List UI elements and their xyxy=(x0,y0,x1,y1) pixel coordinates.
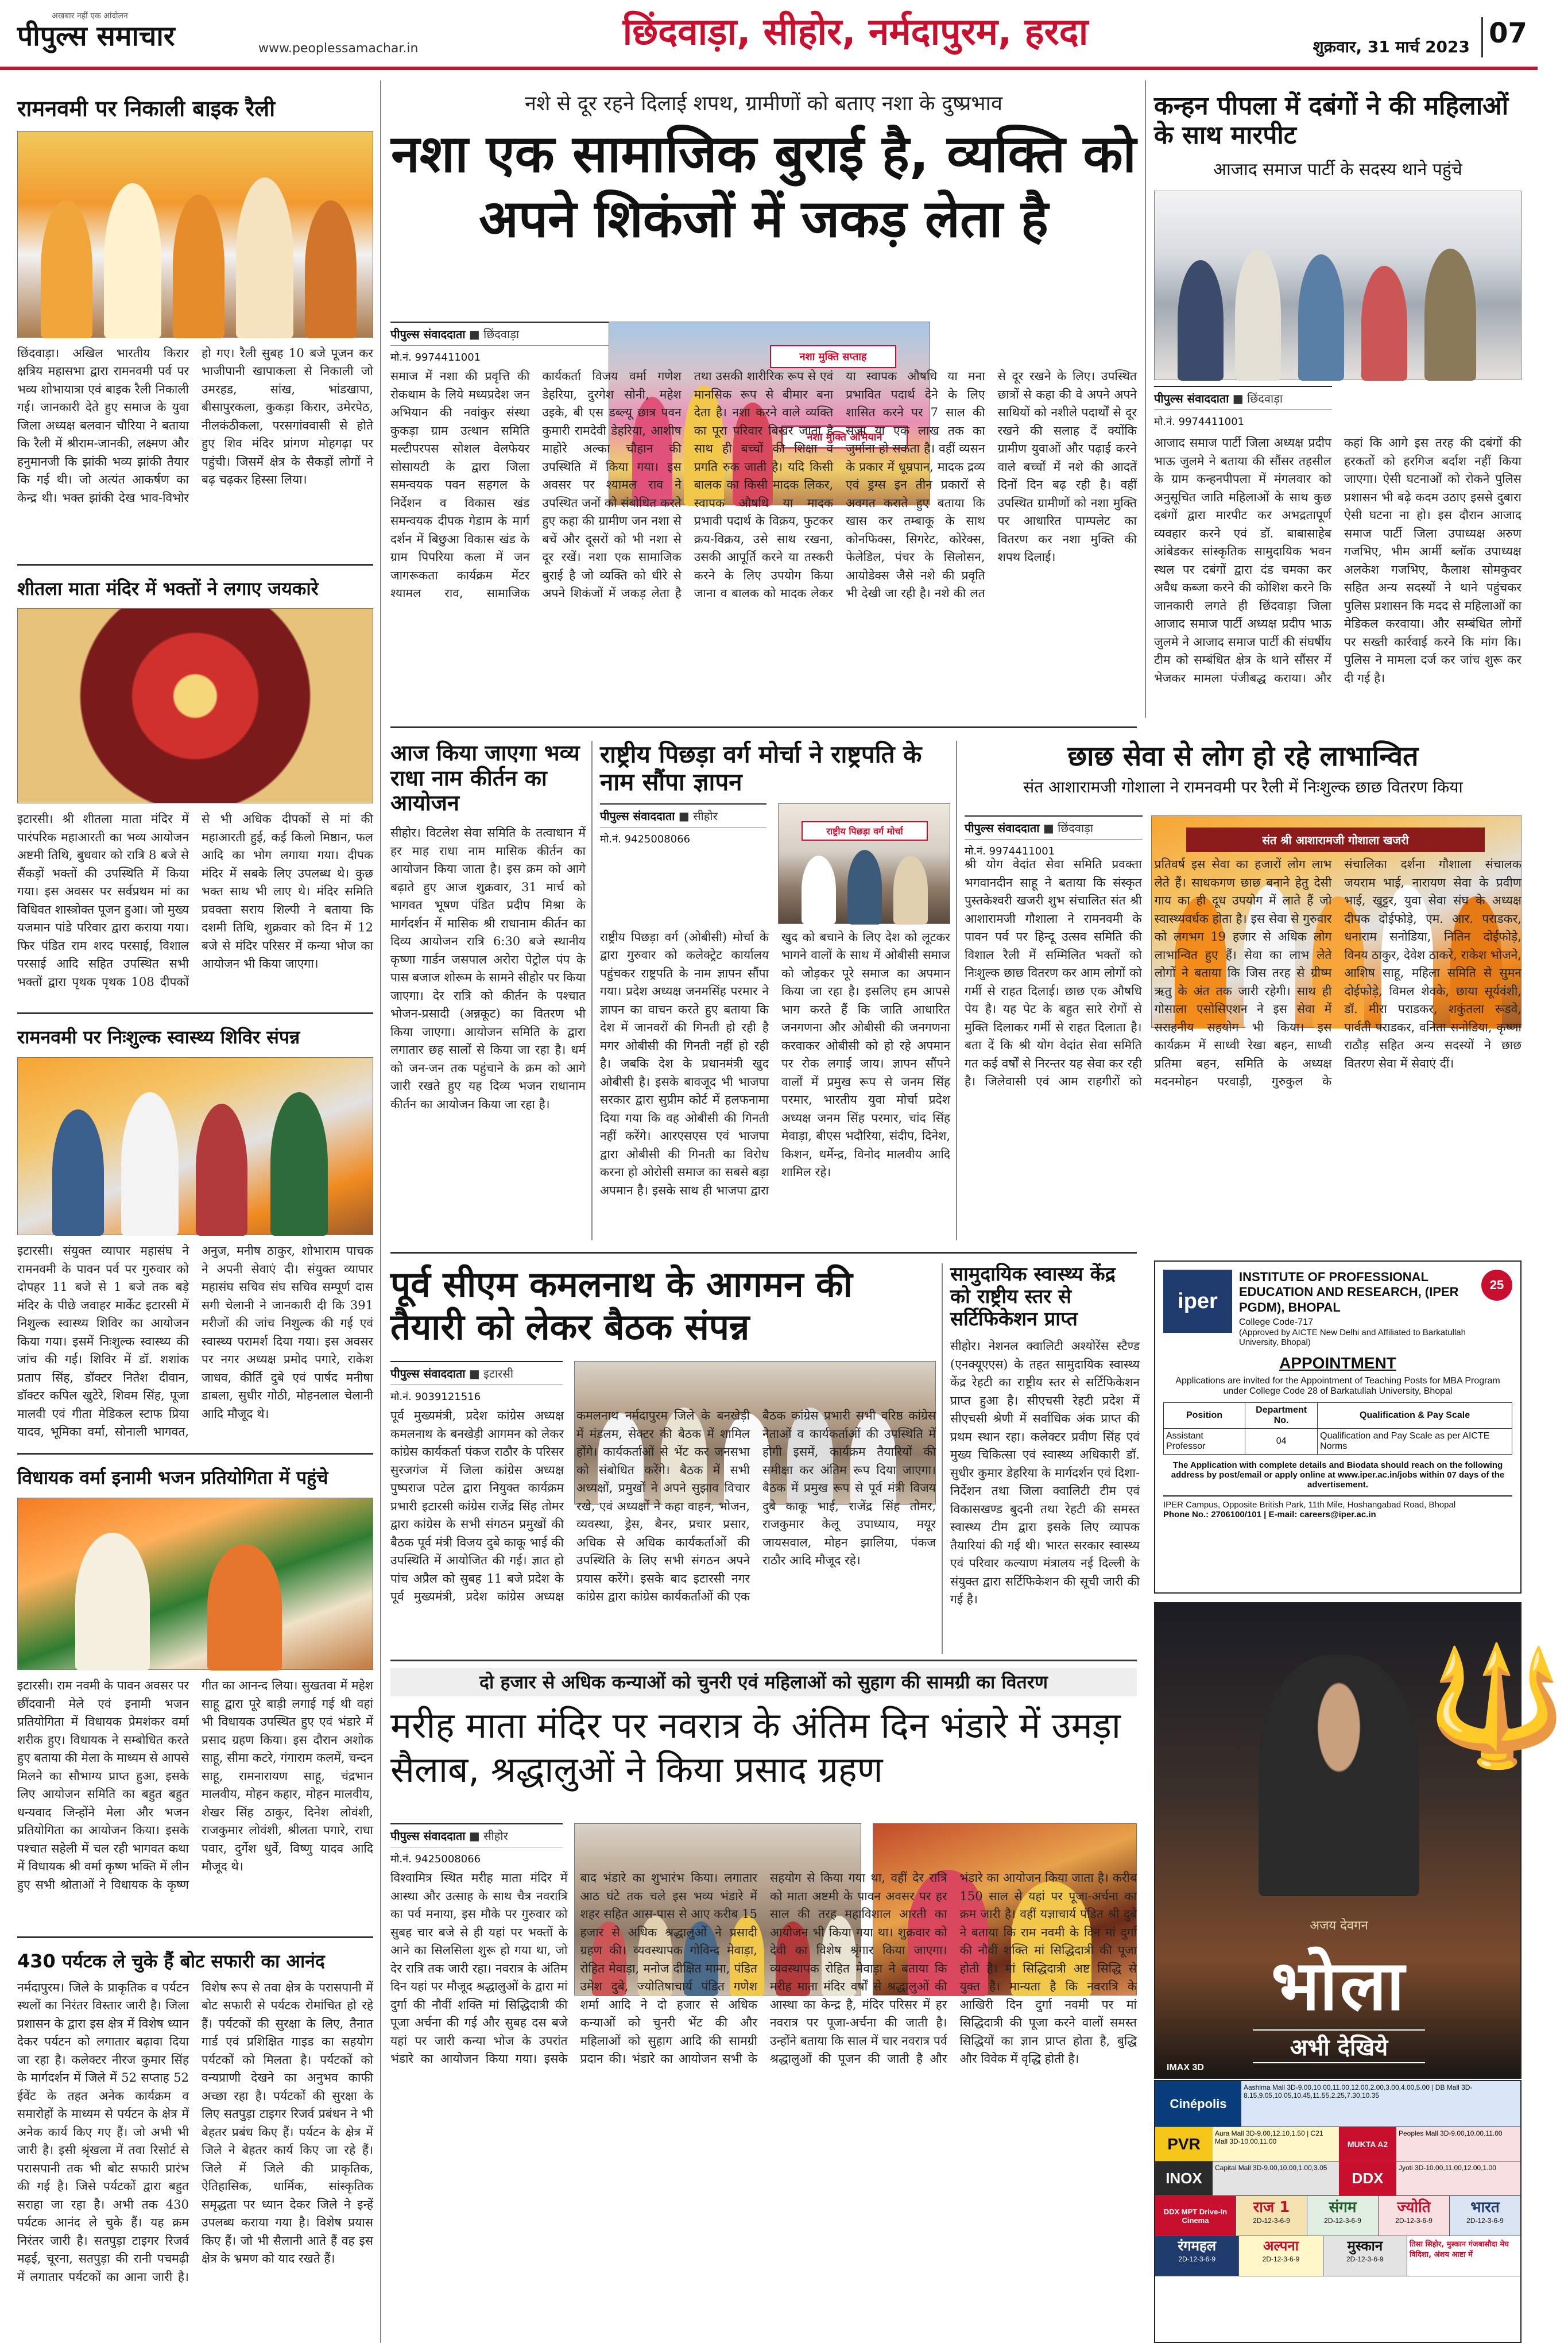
iper-apply: The Application with complete details and Biodata should reach on the following address by post/email or apply online at www.iper.ac.in/jobs within 07 days of the advertisement. xyxy=(1171,1460,1505,1490)
marhi-title: मरीह माता मंदिर पर नवरात्र के अंतिम दिन भंडारे में उमड़ा सैलाब, श्रद्धालुओं ने किया प्रसाद ग्रहण xyxy=(390,1704,1121,1791)
bharat-cinema[interactable]: भारत 2D-12-3-6-9 xyxy=(1449,2196,1520,2236)
bholaa-format: IMAX 3D xyxy=(1167,2063,1204,2072)
page-number: 07 xyxy=(1481,17,1533,57)
bike-rally-photo xyxy=(17,131,373,338)
ddxmpt-logo[interactable]: DDX MPT Drive-In Cinema xyxy=(1155,2196,1236,2236)
iper-badge: 25 xyxy=(1481,1270,1512,1301)
iper-table: Position Department No. Qualification & Pay Scale Assistant Professor 04 Qualification and Pay Scale as per AICTE Norms xyxy=(1163,1402,1512,1455)
obc-mobile: मो.नं. 9425008066 xyxy=(600,833,691,845)
obc-title: राष्ट्रीय पिछड़ा वर्ग मोर्चा ने राष्ट्रपति के नाम सौंपा ज्ञापन xyxy=(600,740,922,796)
bhajan-contest-photo xyxy=(17,1498,373,1670)
column-divider-right xyxy=(1145,80,1146,718)
mukta-times: Peoples Mall 3D-9.00,10.00,11.00 xyxy=(1396,2127,1520,2161)
iper-code: College Code-717 xyxy=(1239,1317,1313,1328)
iper-address: IPER Campus, Opposite British Park, 11th Mile, Hoshangabad Road, Bhopal xyxy=(1163,1500,1456,1510)
marhi-mobile: मो.नं. 9425008066 xyxy=(390,1853,481,1865)
obc-memorandum-photo xyxy=(778,803,950,924)
sangam-cinema[interactable]: संगम 2D-12-3-6-9 xyxy=(1307,2196,1378,2236)
muskan-cinema[interactable]: मुस्कान 2D-12-3-6-9 xyxy=(1323,2236,1407,2276)
chhach-photo-banner: संत श्री आशारामजी गोशाला खजरी xyxy=(1186,828,1485,852)
bholaa-figure xyxy=(1259,1655,1419,1896)
trident-icon: 🔱 xyxy=(1425,1639,1568,1773)
lead-bottom-rule xyxy=(390,726,1137,728)
lead-mobile: मो.नं. 9974411001 xyxy=(390,351,481,364)
site-url[interactable]: www.peoplessamachar.in xyxy=(258,41,419,56)
radha-title: आज किया जाएगा भव्य राधा नाम कीर्तन का आयोजन xyxy=(390,740,580,816)
a2-body: इटारसी। श्री शीतला माता मंदिर में पारंपरिक महाआरती का भव्य आयोजन अष्टमी तिथि, बुधवार को रात्रि 8 बजे से सैंकड़ों भक्तों की उपस्थिति में किया गया। इस अवसर पर सर्वप्रथम मां का विधिवत शास्त्रोक्त पूजन हुआ। जो मुख्य यजमान पांडे परिवार द्वारा कराया गया। फिर पंडित राम शरद परसाई, विशाल परसाई आदि सहित उपस्थित सभी भक्तों द्वारा पृथक पृथक 108 दीपकों से भी अधिक दीपकों से मां की महाआरती हुई, कई किलो मिष्ठान, फल आदि का भोग लगाया गया। दीपक मंदिर में सबके लिए उपलब्ध थे। कुछ भक्त साथ भी लाए थे। मंदिर समिति प्रवक्ता सराय शिल्पी ने बताया कि दशमी तिथि, शुक्रवार को दिन में 12 बजे से मंदिर परिसर में कन्या भोज का आयोजन भी किया जाएगा। xyxy=(17,812,373,989)
a5-body: नर्मदापुरम। जिले के प्राकृतिक व पर्यटन स्थलों का निरंतर विस्तार जारी है। जिला प्रशासन के द्वारा इस क्षेत्र में विशेष ध्यान देकर पर्यटन को लगातार बढ़ावा दिया जा रहा है। कलेक्टर नीरज कुमार सिंह के मार्गदर्शन में जिले में 52 सप्ताह 52 ईवेंट के तहत अनेक कार्यक्रम व समारोहों के माध्यम से पर्यटन के क्षेत्र में अनेक कार्य किए गए हैं। जो अभी भी जारी है। इसी श्रृंखला में तवा रिसोर्ट से परासपानी तक भी बोट सफारी प्रारंभ की गई है। जिसे पर्यटकों द्वारा बहुत सराहा जा रहा है। अभी तक 430 पर्यटक आनंद ले चुके हैं। यह क्रम निरंतर जारी है। सतपुड़ा टाइगर रिजर्व मढ़ई, चूरना, सतपुड़ा की रानी पचमढ़ी में लगातार पर्यटकों का आना जारी है। विशेष रूप से तवा क्षेत्र के परासपानी में बोट सफारी से पर्यटक रोमांचित हो रहे हैं। पर्यटकों की सुरक्षा के लिए, तैनात गार्ड एवं प्रशिक्षित गाइड का सहयोग पर्यटकों को मिलता है। पर्यटकों को वन्यप्राणी देखने का अनुभव काफी अच्छा रहा है। पर्यटकों की सुरक्षा के लिए सतपुड़ा टाइगर रिजर्व प्रबंधन ने भी बेहतर प्रबंध किए हैं। पर्यटन के क्षेत्र में जिले ने बेहतर कार्य किए जा रहे हैं। जिले में जिले की प्राकृतिक, ऐतिहासिक, धार्मिक, सांस्कृतिक समृद्धता पर ध्यान देकर जिले ने इन्हें उपलब्ध कराया गया है। विशेष प्रयास किए हैं। जो भी सैलानी आते हैं वह इस क्षेत्र के भ्रमण को याद रखते हैं। xyxy=(17,1980,373,2284)
chhach-subtitle: संत आशारामजी गोशाला ने रामनवमी पर रैली में निःशुल्क छाछ वितरण किया xyxy=(1023,778,1463,797)
police-station-photo xyxy=(1154,191,1521,380)
chhach-story xyxy=(965,741,1521,1246)
chhach-title: छाछ सेवा से लोग हो रहे लाभान्वित xyxy=(1067,740,1419,772)
masthead xyxy=(0,0,1538,69)
iper-heading: APPOINTMENT xyxy=(1279,1354,1396,1372)
obc-photo-sign: राष्ट्रीय पिछड़ा वर्ग मोर्चा xyxy=(802,821,928,841)
logo-tag: अखबार नहीं एक आंदोलन xyxy=(52,11,128,21)
logo-text: पीपुल्स समाचार xyxy=(17,20,175,52)
a3-body: इटारसी। संयुक्त व्यापार महासंघ ने रामनवमी के पावन पर्व पर गुरुवार को दोपहर 11 बजे से 1 बजे तक बड़े मंदिर के पीछे जवाहर मार्केट इटारसी में निशुल्क स्वास्थ्य शिविर का आयोजन किया गया। इसमें निःशुल्क स्वास्थ्य की जांच की गई। शिविर में डॉ. शशांक प्रताप सिंह, डॉक्टर नितेश दीवान, डॉक्टर कपिल खुटेरे, शिवम सिंह, पूजा मालवी एवं गीता मेडिकल स्टाफ प्रिया यादव, भूमिका वर्मा, सोनाली भागवत, अनुज, मनीष ठाकुर, शोभाराम पाचक ने अपनी सेवाएं दी। संयुक्त व्यापार महासंघ सचिव संघ सचिव सम्पूर्ण दास सगी चेलानी ने जानकारी दी कि 391 मरीजों की जांच निशुल्क की गई एवं स्वास्थ्य परामर्श दिया गया। इस अवसर पर नगर अध्यक्ष प्रमोद पगारे, राकेश जाधव, कीर्ति दुबे एवं पार्षद मनीषा डाबला, सुधीर गोठी, मोहनलाल चेलानी आदि मौजूद थे। xyxy=(17,1244,373,1439)
jyoti-cinema[interactable]: ज्योति 2D-12-3-6-9 xyxy=(1378,2196,1449,2236)
logo xyxy=(17,10,258,56)
bholaa-ad[interactable] xyxy=(1154,1602,1568,2079)
quality-body: सीहोर। नेशनल क्वालिटी अश्योरेंस स्टैण्ड (एनक्यूएएस) के तहत सामुदायिक स्वास्थ्य केंद्र रेहटी का राष्ट्रीय स्तर से सर्टिफिकेशन प्राप्त हुआ है। सीएचसी रेहटी प्रदेश में सीएचसी श्रेणी में सर्वाधिक अंक प्राप्त की प्रथम स्थान रहा। कलेक्टर प्रवीण सिंह एवं मुख्य चिकित्सा एवं स्वास्थ्य अधिकारी डॉ. सुधीर कुमार डेहरिया के मार्गदर्शन एवं दिशा-निर्देशन तथा जिला क्वालिटी टीम एवं विकासखण्ड बुदनी तथा रेहटी की समस्त स्वास्थ्य टीम द्वारा इसके लिए व्यापक तैयारियां की गई थी। भारत सरकार स्वास्थ्य एवं परिवार कल्याण मंत्रालय नई दिल्ली के संयुक्त द्वारा सर्टिफिकेशन की सूची जारी की गई है। xyxy=(950,1339,1140,1607)
obc-story xyxy=(600,741,950,1258)
a2-title: शीतला माता मंदिर में भक्तों ने लगाए जयकारे xyxy=(17,577,319,600)
edition-title: छिंदवाड़ा, सीहोर, नर्मदापुरम, हरदा xyxy=(622,11,1089,53)
right-top-story xyxy=(1154,92,1521,718)
quality-title: सामुदायिक स्वास्थ्य केंद्र को राष्ट्रीय स्तर से सर्टिफिकेशन प्राप्त xyxy=(950,1263,1116,1331)
photo-sign-1: नशा मुक्ति सप्ताह xyxy=(770,345,896,368)
marhi-byline: पीपुल्स संवाददाता ■ सीहोर xyxy=(390,1823,563,1847)
kamal-body: पूर्व मुख्यमंत्री, प्रदेश कांग्रेस अध्यक्ष कमलनाथ के बनखेड़ी आगमन को लेकर कांग्रेस कार्यकर्ता पंकज राठौर के परिसर सुरजगंज में जिला कांग्रेस अध्यक्ष पुष्पराज पटेल द्वारा नियुक्त कार्यक्रम प्रभारी इटारसी कांग्रेस राजेंद्र सिंह तोमर द्वारा कांग्रेस के सभी संगठन प्रमुखों की बैठक पूर्व मंत्री विजय दुबे काकू भाई की उपस्थिति में आयोजित की गई। ज्ञात हो पांच अप्रैल को सुबह 11 बजे प्रदेश के पूर्व मुख्यमंत्री, प्रदेश कांग्रेस अध्यक्ष कमलनाथ नर्मदापुरम जिले के बनखेड़ी में मंडलम, सेक्टर की बैठक में शामिल होंगे। कार्यकर्ताओं से भेंट कर जनसभा को संबोधित करेंगे। बैठक में सभी अध्यक्षों, प्रमुखों ने अपने सुझाव विचार रखे, एवं अध्यक्षों ने कहा वाहन, भोजन, व्यवस्था, ड्रेस, बैनर, प्रचार प्रसार, अधिक से अधिक कार्यकर्ताओं की उपस्थिति के लिए सभी संगठन अपने प्रयास करेंगे। इसके बाद इटारसी नगर कांग्रेस द्वारा कांग्रेस कार्यकर्ताओं की एक बैठक कांग्रेस प्रभारी सभी वरिष्ठ कांग्रेस नेताओं व कार्यकर्ताओं की उपस्थिति में होगी इसमें, कार्यक्रम तैयारियों की समीक्षा कर अंतिम रूप दिया जाएगा। बैठक में प्रमुख रूप से पूर्व मंत्री विजय दुबे काकू भाई, राजेंद्र सिंह तोमर, राजकुमार केलू उपाध्याय, मयूर जायसवाल, मोहन झालिया, पंकज राठौर आदि मौजूद रहे। xyxy=(390,1409,936,1603)
cinema-listings xyxy=(1154,2080,1521,2343)
marhi-kicker: दो हजार से अधिक कन्याओं को चुनरी एवं महिलाओं को सुहाग की सामग्री का वितरण xyxy=(390,1668,1137,1696)
right1-title: कन्हन पीपला में दबंगों ने की महिलाओं के साथ मारपीट xyxy=(1154,91,1509,150)
ddx-logo[interactable]: DDX xyxy=(1339,2161,1396,2195)
iper-intro: Applications are invited for the Appointment of Teaching Posts for MBA Program under College Code 28 of Barkatullah University, Bhopal xyxy=(1175,1376,1500,1397)
inox-times: Capital Mall 3D-9.00,10.00,1.00,3.05 xyxy=(1213,2161,1339,2195)
lead-body: समाज में नशा की प्रवृत्ति की रोकथाम के लिये मध्यप्रदेश जन अभियान की नवांकुर संस्था कुकड़ा ग्राम उत्थान समिति मल्टीपरपस सोशल वेलफेयर सोसायटी के द्वारा जिला समन्वयक पवन सहगल के निर्देशन व विकास खंड समन्वयक दीपक गेडाम के मार्ग दर्शन में बिछुआ विकास खंड के ग्राम पिपरिया कला में जन जागरूकता कार्यक्रम मेंटर श्यामल राव, सामाजिक कार्यकर्ता विजय वर्मा गणेश डेहरिया, दुरगेश सोनी, महेश उइके, बी एस डब्ल्यू छात्र पवन कुमारी रामदेवी डेहरिया, आशीष माहोरे अल्का चौहान की उपस्थिति में किया गया। इस अवसर पर श्यामल राव ने उपस्थित जनों को संबोधित करते हुए कहा की ग्रामीण जन नशा से बचें और दूसरों को भी नशा से दूर रखें। नशा एक सामाजिक बुराई है जो व्यक्ति को धीरे से अपने शिकंजों में जकड़ लेता है तथा उसकी शारीरिक रूप से एवं मानसिक रूप से बीमार बना देता है। नशा करने वाले व्यक्ति का पूरा परिवार बिखर जाता है साथ ही बच्चों की शिक्षा व प्रगति रुक जाती है। यदि किसी बालक का किसी मादक लिकर, स्वापक औषधि या मादक प्रभावी पदार्थ के विक्रय, फुटकर क्रय-विक्रय, उसे साथ रखना, उसकी आपूर्ति करने या तस्करी करने के लिए उपयोग किया जाना व बालक को मादक लेकर या स्वापक औषधि या मना प्रभावित पदार्थ देने के लिए शासित करने पर 7 साल की सजा या एक लाख तक का जुर्माना हो सकता है। वहीं व्यसन के प्रकार में धूम्रपान, मादक द्रव्य एवं ड्रग्स इन तीन प्रकारों से अवगत कराते हुए बताया कि खास कर तम्बाकू के साथ कोनफिक्स, सिगरेट, कोरेक्स, फेलेडिल, पंचर के सिलोसन, आयोडेक्स जैसे नशे की प्रवृति भी देखी जा रही है। नशे की लत से दूर रखने के लिए। उपस्थित छात्रों से कहा की वे अपने अपने साथियों को नशीले पदार्थों से दूर रखने की सलाह दें क्योंकि ग्रामीण युवाओं और पढ़ाई करने वाले बच्चों में नशे की आदतें दिनों दिन बढ़ रही है। वहीं उपस्थित ग्रामीणों को नशा मुक्ति पर आधारित पाम्पलेट का वितरण कर नशा मुक्ति की शपथ दिलाई। xyxy=(390,369,1137,600)
iper-name: INSTITUTE OF PROFESSIONAL EDUCATION AND RESEARCH, (IPER PGDM), BHOPAL xyxy=(1239,1270,1459,1314)
iper-ad[interactable] xyxy=(1154,1260,1521,1594)
cinepolis-times: Aashima Mall 3D-9.00,10.00,11.00,12.00,2.00,3.00,4.00,5.00 | DB Mall 3D-8.15,9.05,10.05,10.45,11.55,2.25,7.30,10.35 xyxy=(1241,2081,1520,2126)
right1-subtitle: आजाद समाज पार्टी के सदस्य थाने पहुंचे xyxy=(1213,160,1462,180)
right1-mobile: मो.नं. 9974411001 xyxy=(1154,416,1245,428)
pvr-logo[interactable]: PVR xyxy=(1155,2127,1213,2161)
obc-body: राष्ट्रीय पिछड़ा वर्ग (ओबीसी) मोर्चा के द्वारा गुरुवार को कलेक्ट्रेट कार्यालय पहुंचकर राष्ट्रपति के नाम ज्ञापन सौंपा गया। प्रदेश अध्यक्ष जनमसिंह परमार ने ज्ञापन का वाचन करते हुए बताया कि देश में जानवरों की गिनती हो रही है मगर ओबीसी की गिनती नहीं हो रही है। जबकि देश के प्रधानमंत्री खुद ओबीसी है। इसके बावजूद भी भाजपा सरकार द्वारा सुप्रीम कोर्ट में हलफनामा दिया गया कि वह ओबीसी की गिनती नहीं करेंगे। आरएसएस एवं भाजपा द्वारा ओबीसी की गिनती का विरोध करना हो ओरोसी समाज का सबसे बड़ा अपमान है। इसके साथ ही भाजपा द्वारा खुद को बचाने के लिए देश को लूटकर भागने वालों के साथ में ओबीसी समाज को जोड़कर पूरे समाज का अपमान किया जा रहा है। इसलिए हम आपसे भाग करते हैं कि जाति आधारित जनगणना और ओबीसी की जनगणना करवाकर ओबीसी को हो रहे अपमान पर रोक लगाई जाय। ज्ञापन सौंपने वालों में प्रमुख रूप से जनम सिंह परमार, भारतीय युवा मोर्चा प्रदेश अध्यक्ष जनम सिंह परमार, चांद सिंह मेवाड़ा, बीएस भदौरिया, संदीप, दिनेश, किशन, धर्मेन्द्र, विनोद मालवीय आदि शामिल रहे। xyxy=(600,930,950,1197)
health-camp-photo xyxy=(17,1057,373,1235)
chhach-body: श्री योग वेदांत सेवा समिति प्रवक्ता भगवानदीन साहू ने बताया कि संस्कृत पुस्तकेश्वरी खजरी शुभ संचालित संत श्री आशारामजी गौशाला ने रामनवमी के पावन पर्व पर हिन्दू उत्सव समिति की विशाल रैली में सम्मिलित भक्तों को निःशुल्क छाछ वितरण कर आम लोगों को गर्मी से राहत दिलाई। छाछ एक औषधि पेय है। यह पेट के बहुत सारे रोगों से मुक्ति दिलाकर गर्मी से राहत दिलाता है। बता दें कि श्री योग वेदांत सेवा समिति गत कई वर्षों से निरन्तर यह सेवा कर रही है। जिलेवासी एवं आम राहगीरों को प्रतिवर्ष इस सेवा का हजारों लोग लाभ लेते हैं। साधकगण छाछ बनाने हेतु देसी गाय का ही दूध उपयोग में लाते हैं जो स्वास्थ्यवर्धक होता है। इस सेवा से गुरुवार को लगभग 19 हजार से अधिक लोग लाभान्वित हुए हैं। सेवा का लाभ लेते लोगों ने बताया कि जिस तरह से ग्रीष्म ऋतु के अंत तक जारी रहेगी। साथ ही गोसाला एसोसिएशन ने इस सेवा में सराहनीय सहयोग भी किया। इस कार्यक्रम में साध्वी रेखा बहन, साध्वी प्रतिमा बहन, समिति के अध्यक्ष मदनमोहन परवाड़ी, गुरुकुल के संचालिका दर्शना गौशाला संचालक जयराम भाई, नारायण सेवा के प्रवीण भाई, खुट्टर, युवा सेवा संघ के अध्यक्ष दीपक दोईफोड़े, एम. आर. पराडकर, धनाराम सनोडिया, नितिन दोईफोड़े, विनय ठाकुर, देवेश ठाकरे, राकेश भोजने, आशिष साहू, महिला समिति से सुमन दोईफोड़े, विमल शेवके, छाया सूर्यवंशी, डॉ. मीरा पराडकर, शकुंतला रूडवे, पार्वती पराडकर, वनिता सनोडिया, कृष्णा राठौड़ सहित अन्य सदस्यों ने छाछ वितरण सेवा में सेवाएं दीं। xyxy=(965,857,1521,1088)
iper-approval: (Approved by AICTE New Delhi and Affiliated to Barkatullah University, Bhopal) xyxy=(1239,1328,1466,1348)
quality-story xyxy=(950,1263,1140,1654)
marhi-story xyxy=(390,1668,1137,2343)
a3-title: रामनवमी पर निःशुल्क स्वास्थ्य शिविर संपन्न xyxy=(17,1026,300,1049)
other-towns: तिसा सिहोर, मुस्कान गंजबासौदा मेघ विदिशा, अंशय आष्टा में xyxy=(1407,2236,1520,2276)
lead-kicker: नशे से दूर रहने दिलाई शपथ, ग्रामीणों को बताए नशा के दुष्प्रभाव xyxy=(525,92,1002,115)
a4-title: विधायक वर्मा इनामी भजन प्रतियोगिता में पहुंचे xyxy=(17,1467,328,1489)
a1-body: छिंदवाड़ा। अखिल भारतीय किरार क्षत्रिय महासभा द्वारा रामनवमी पर्व पर भव्य शोभायात्रा एवं बाइक रैली निकाली गई। जानकारी देते हुए समाज के युवा जिला अध्यक्ष बलवान चौरिया ने बताया कि रैली में श्रीराम-जानकी, लक्ष्मण और हनुमानजी कि झांकी भव्य झांकी तैयार कि गई थी। जो अत्यंत आकर्षण का केन्द्र थी। भक्त झांकी देख भाव-विभोर हो गए। रैली सुबह 10 बजे पूजन कर भाजीपानी खापाकला से निकाली जो उमरहड, सांख, भांडखापा, बीसापुरकला, कुकड़ा किरार, उमेरपेठ, नीलकंठीकला, परसगांववासी से होते हुए शिव मंदिर प्रांगण मोहगढ़ा पर पहुंची। जिसमें क्षेत्र के सैकड़ों लोगों ने बढ़ चढ़कर हिस्सा लिया। xyxy=(17,346,373,505)
bholaa-title: भोला xyxy=(1271,1946,1407,2026)
marhi-body: विश्वामित्र स्थित मरीह माता मंदिर में आस्था और उत्साह के साथ चैत्र नवरात्रि का पर्व मनाया, इस मौके पर गुरुवार को सुबह चार बजे से ही यहां पर भक्तों के आने का सिलसिला शुरू हो गया था, जो देर रात्रि तक जारी रहा। नवरात्र के अंतिम दिन यहां पर मौजूद श्रद्धालुओं के द्वारा मां दुर्गा की नौवीं शक्ति मां सिद्धिदात्री की पूजा अर्चना की गई और सुबह दस बजे यहां पर जारी कन्या भोज के उपरांत भंडारे का आयोजन किया गया। इसके बाद भंडारे का शुभारंभ किया। लगातार आठ घंटे तक चले इस भव्य भंडारे में शहर सहित आस-पास से आए करीब 15 हजार से अधिक श्रद्धालुओं ने प्रसादी ग्रहण की। व्यवस्थापक गोविन्द मेवाड़ा, रोहित मेवाड़ा, मनोज दीक्षित मामा, पंडित उमेश दुबे, ज्योतिषाचार्य पंडित गणेश शर्मा आदि ने दो हजार से अधिक कन्याओं को चुनरी भेंट की और महिलाओं को सुहाग आदि की सामग्री प्रदान की। भंडारे का आयोजन सभी के सहयोग से किया गया था, वहीं देर रात्रि को माता अष्टमी के पावन अवसर पर हर साल की तरह महाविशाल आरती का आयोजन भी किया गया था। शुक्रवार को देवी का विशेष श्रृंगार किया जाएगा। व्यवस्थापक रोहित मेवाड़ा ने बताया कि मरीह माता मंदिर वर्षों से श्रद्धालुओं की आस्था का केन्द्र है, मंदिर परिसर में हर नवरात्र पर पूजा-अर्चना की जाती है। उन्होंने बताया कि साल में चार नवरात्र पर्व श्रद्धालुओं की पूजन की जाती है और भंडारे का आयोजन किया जाता है। करीब 150 साल से यहां पर पूजा-अर्चना का क्रम जारी है। वहीं यज्ञाचार्य पंडित श्री दुबे ने बताया कि राम नवमी के दिन मां दुर्गा की नौवीं शक्ति मां सिद्धिदात्री की पूजा होती है। मां सिद्धिदात्री अष्ट सिद्धि से युक्त है। मान्यता है कि नवरात्रि के आखिरी दिन दुर्गा नवमी पर मां सिद्धिदात्री की पूजा करने वालों समस्त सिद्धियों का ज्ञान प्राप्त होता है, बुद्धि और विवेक में वृद्धि होती है। xyxy=(390,1871,1137,2066)
sheetla-mata-photo xyxy=(17,608,373,803)
a5-title: 430 पर्यटक ले चुके हैं बोट सफारी का आनंद xyxy=(17,1950,325,1973)
bholaa-cta[interactable]: अभी देखिये xyxy=(1253,2029,1425,2063)
mukta-logo[interactable]: MUKTA A2 xyxy=(1339,2127,1396,2161)
lead-story xyxy=(390,92,1137,724)
lead-title: नशा एक सामाजिक बुराई है, व्यक्ति को अपने शिकंजों में जकड़ लेता है xyxy=(391,124,1136,249)
issue-date: शुक्रवार, 31 मार्च 2023 xyxy=(1313,37,1470,56)
rangmahal-cinema[interactable]: रंगमहल 2D-12-3-6-9 xyxy=(1155,2236,1238,2276)
inox-logo[interactable]: INOX xyxy=(1155,2161,1213,2195)
kamal-story xyxy=(390,1263,936,1654)
chhach-mobile: मो.नं. 9974411001 xyxy=(965,845,1055,857)
cinepolis-logo[interactable]: Cinépolis xyxy=(1155,2081,1241,2126)
lead-byline: पीपुल्स संवाददाता ■ छिंदवाड़ा xyxy=(390,322,609,346)
kamal-byline: पीपुल्स संवाददाता ■ इटारसी xyxy=(390,1361,563,1385)
pvr-times: Aura Mall 3D-9.00,12.10,1.50 | C21 Mall 3D-10.00,11.00 xyxy=(1213,2127,1339,2161)
right1-byline: पीपुल्स संवाददाता ■ छिंदवाड़ा xyxy=(1154,386,1332,410)
column-divider-left xyxy=(380,80,381,2343)
ddx-times: Jyoti 3D-10.00,11.00,12.00,1.00 xyxy=(1396,2161,1520,2195)
alpana-cinema[interactable]: अल्पना 2D-12-3-6-9 xyxy=(1238,2236,1322,2276)
photo-sign-2: नशा मुक्ति अभियान xyxy=(781,426,908,448)
radha-body: सीहोर। विटलेश सेवा समिति के तत्वाधान में हर माह राधा नाम मासिक कीर्तन का आयोजन किया जाता है। इस क्रम को आगे बढ़ाते हुए आज शुक्रवार, 31 मार्च को भागवत भूषण पंडित प्रदीप मिश्रा के मार्गदर्शन में मासिक श्री राधानाम कीर्तन का दिव्य आयोजन रात्रि 6:30 बजे स्थानीय कृष्णा गार्डन जसपाल अरोरा पेट्रोल पंप के पास बजाज शोरूम के सामने सीहोर पर किया जाएगा। देर रात्रि को कीर्तन के पश्चात भोजन-प्रसादी (अन्नकूट) का वितरण भी किया जाएगा। आयोजन समिति के द्वारा लगातार छह सालों से किया जा रहा है। धर्म को जन-जन तक पहुंचाने के क्रम को आगे जारी रखते हुए यह दिव्य भजन राधानाम कीर्तन का आयोजन किया जा रहा है। xyxy=(390,826,586,1111)
kamal-title: पूर्व सीएम कमलनाथ के आगमन की तैयारी को लेकर बैठक संपन्न xyxy=(390,1263,853,1348)
right1-body: आजाद समाज पार्टी जिला अध्यक्ष प्रदीप भाऊ जुलमे ने बताया की सौंसर तहसील के ग्राम कन्हनपीपला में मंगलवार को अनुसूचित जाति महिलाओं के साथ कुछ दबंगों द्वारा मारपीट कर अभद्रतापूर्ण व्यवहार करने एवं डॉ. बाबासाहेब आंबेडकर सांस्कृतिक सामुदायिक भवन स्थल पर दबंगों द्वारा दंड चमका कर अवैध कब्जा करने की कोशिश करने कि जानकारी लगते ही छिंदवाड़ा जिला आजाद समाज पार्टी अध्यक्ष प्रदीप भाऊ जुलमे ने आजाद समाज पार्टी की संघर्षीय टीम को सम्बंधित क्षेत्र के थाने सौंसर में भेजकर मामला पंजीबद्ध कराया। और कहां कि आगे इस तरह की दबंगों की हरकतों को हरगिज बर्दाश नहीं किया जाएगा। ऐसी घटनाओं को रोकने पुलिस प्रशासन भी बढ़े कदम उठाए इससे दुबारा ऐसी घटना ना हो। इस दौरान आजाद समाज पार्टी जिला उपाध्यक्ष अरुण गजभिए, भीम आर्मी ब्लॉक उपाध्यक्ष अलकेश गजभिए, कैलाश सोमकुवर सहित अन्य सदस्यों ने थाने पहुंचकर पुलिस प्रशासन कि मदद से महिलाओं का मेडिकल करवाया। और सम्बंधित लोगों पर सख्ती कार्रवाई करने कि मांग कि। पुलिस ने मामला दर्ज कर जांच शुरू कर दी गई है। xyxy=(1154,436,1521,685)
obc-byline: पीपुल्स संवाददाता ■ सीहोर xyxy=(600,803,766,828)
iper-contact: Phone No.: 2706100/101 | E-mail: careers@iper.ac.in xyxy=(1163,1510,1376,1520)
kamal-mobile: मो.नं. 9039121516 xyxy=(390,1391,481,1403)
chhach-byline: पीपुल्स संवाददाता ■ छिंदवाड़ा xyxy=(965,815,1143,840)
iper-logo: iper xyxy=(1163,1270,1232,1333)
a1-title: रामनवमी पर निकाली बाइक रैली xyxy=(17,96,276,121)
left-column xyxy=(17,80,373,2343)
masthead-rule xyxy=(0,67,1538,70)
raj-cinema[interactable]: राज 1 2D-12-3-6-9 xyxy=(1236,2196,1307,2236)
bholaa-star: अजय देवगन xyxy=(1310,1919,1368,1933)
a4-body: इटारसी। राम नवमी के पावन अवसर पर छींदवानी मेले एवं इनामी भजन प्रतियोगिता में विधायक प्रेमशंकर वर्मा शरीक हुए। विधायक ने सम्बोधित करते हुए बताया की मेला के माध्यम से आपसे मिलने का सौभाग्य प्राप्त हुआ, इसके लिए आयोजन समिति का बहुत बहुत धन्यवाद जिन्होंने मेला और भजन प्रतियोगिता का आयोजन किया। इसके पश्चात सहेली में चल रही भागवत कथा में विधायक श्री वर्मा कृष्ण भक्ति में लीन हुए सभी श्रोताओं ने विधायक के कृष्ण गीत का आनन्द लिया। सुखतवा में महेश साहू द्वारा पूरे बाड़ी लगाई गई थी वहां भी विधायक उपस्थित हुए एवं भंडारे में प्रसाद ग्रहण किया। इस दौरान अशोक साहू, सीमा कटरे, गंगाराम कलमें, चन्दन साहू, रामनारायण साहू, चंद्रभान मालवीय, मोहन कहार, मोहन मालवीय, शेखर सिंह ठाकुर, दिनेश लोवंशी, राजकुमार लोवंशी, श्रीलता पगारे, राधा पवार, दुर्गेश धुर्वे, विष्णु यादव आदि मौजूद थे। xyxy=(17,1679,373,1892)
radha-story xyxy=(390,741,586,1258)
